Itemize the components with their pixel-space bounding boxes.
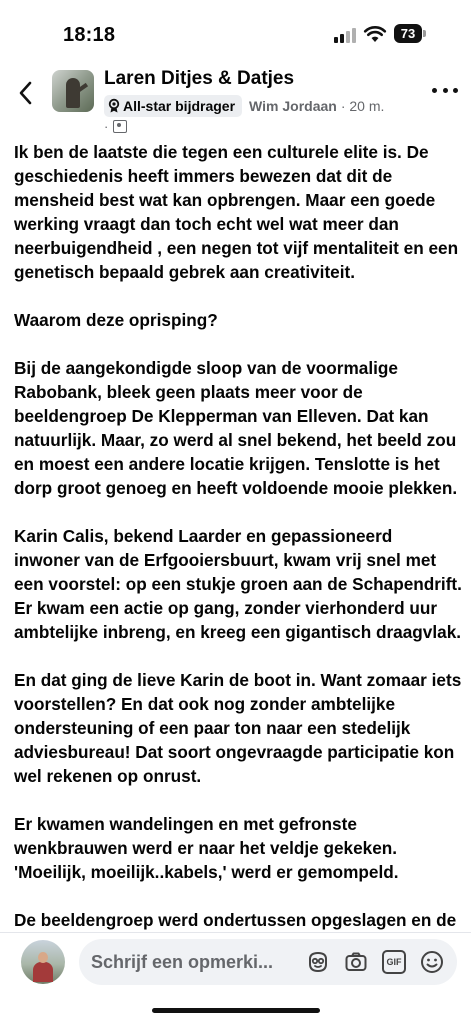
avatar-sticker-icon[interactable] (306, 950, 330, 974)
privacy-icon (113, 120, 127, 133)
post-body (14, 140, 462, 932)
battery-icon (394, 24, 426, 43)
group-thumbnail[interactable] (52, 70, 94, 112)
status-time: 18:18 (63, 24, 116, 46)
post-paragraph: Waarom deze oprisping? (14, 310, 218, 330)
post-paragraph: Er kwamen wandelingen en met gefronste wenkbrauwen werd er naar het veldje gekeken. 'Moeilijk, moeilijk..kabels,' werd er gemompeld. (14, 814, 399, 882)
avatar[interactable] (21, 940, 65, 984)
badge-label: All-star bijdrager (123, 98, 236, 114)
post-header (0, 62, 471, 140)
meta-separator: · (104, 118, 109, 134)
post-paragraph: Bij de aangekondigde sloop van de voormalige Rabobank, bleek geen plaats meer voor de beeldengroep De Klepperman van Elleven. Dat kan natuurlijk. Maar, zo werd al snel bekend, het beeld zou en moest een andere locatie krijgen. Tenslotte is het dorp groot genoeg en heeft voldoende mooie plekken. (14, 358, 458, 498)
home-indicator (152, 1008, 320, 1013)
comment-box[interactable] (79, 939, 457, 985)
camera-icon[interactable] (344, 950, 368, 974)
status-bar (0, 0, 471, 62)
comment-input[interactable]: Schrijf een opmerki... (91, 952, 274, 972)
signal-icon (334, 27, 356, 43)
gif-label: GIF (386, 957, 402, 967)
post-paragraph: Karin Calis, bekend Laarder en gepassioneerd inwoner van de Erfgooiersbuurt, kwam vrij snel met een voorstel: op een stukje groen aan de Schapendrift. Er kwam een actie op gang, zonder vierhonderd uur ambtelijke inbreng, en kreeg een gigantisch draagvlak. (14, 526, 462, 642)
post-paragraph: Ik ben de laatste die tegen een culturele elite is. De geschiedenis heeft immers bewezen dat dit de mensheid best wat kan opbrengen. Maar een goede werking vraagt dan toch echt wel wat meer dan neerbuigendheid , een negen tot vijf mentaliteit en een genetisch bepaald gebrek aan creativiteit. (14, 142, 459, 282)
wifi-icon (364, 25, 386, 43)
comment-bar (0, 932, 471, 991)
battery-level: 73 (394, 24, 422, 43)
author-name[interactable]: Wim Jordaan (249, 98, 337, 114)
post-paragraph: En dat ging de lieve Karin de boot in. Want zomaar iets voorstellen? En dat ook nog zonder ambtelijke ondersteuning of een paar ton naar een stedelijk adviesbureau! Dat soort ongevraagde participatie kon wel rekenen op onrust. (14, 670, 462, 786)
all-star-badge[interactable] (104, 95, 242, 117)
more-dots-icon[interactable] (432, 88, 458, 96)
gif-icon[interactable] (382, 950, 406, 974)
badge-icon (108, 99, 120, 113)
post-time: · 20 m. (340, 98, 385, 114)
back-chevron-icon[interactable] (14, 78, 38, 108)
group-name[interactable]: Laren Ditjes & Datjes (104, 68, 295, 89)
post-paragraph: De beeldengroep werd ondertussen opgeslagen en de (14, 910, 457, 930)
emoji-icon[interactable] (420, 950, 444, 974)
post-meta-secondary (104, 118, 127, 134)
post-meta (104, 94, 384, 118)
